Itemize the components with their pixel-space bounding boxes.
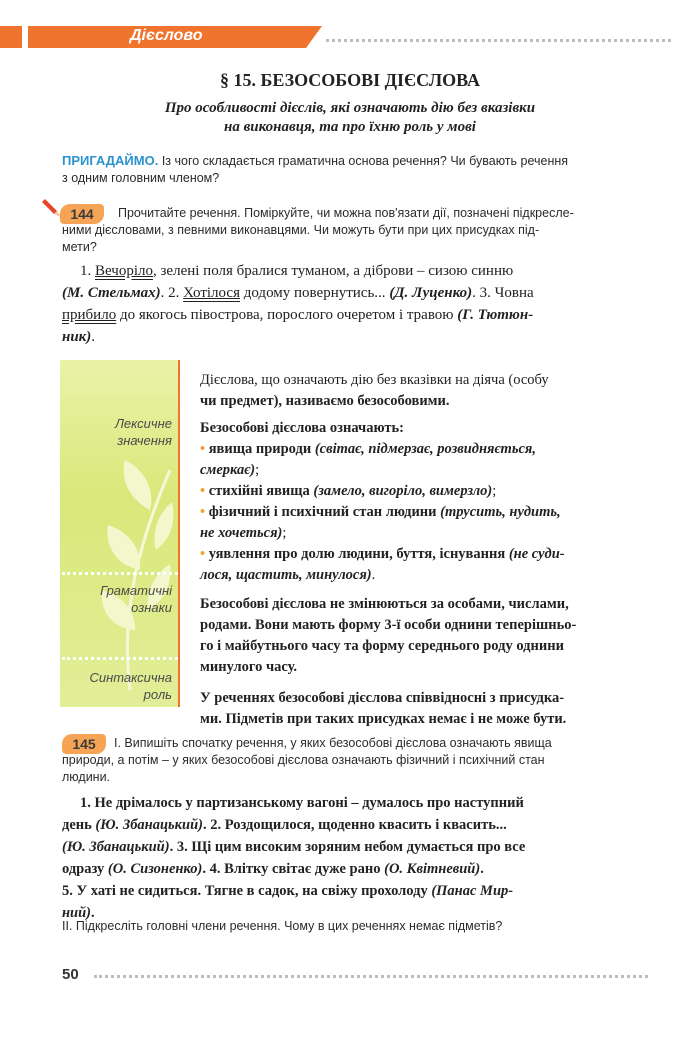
label-grammar-features <box>100 582 178 616</box>
ex145-line-5 <box>62 880 647 902</box>
page-subtitle <box>80 99 620 137</box>
ex145-end: . <box>91 905 95 921</box>
panel-separator-2 <box>62 657 178 660</box>
exercise-145-task <box>62 735 647 786</box>
panel-separator-1 <box>62 572 178 575</box>
ex144-task-line-2: ними дієсловами, з певними виконавцями. Чи можуть бути при цих присудках під- <box>62 223 540 237</box>
syntax-label-1: Синтаксична <box>89 670 172 685</box>
exercise-144-task <box>62 205 647 256</box>
panel-divider <box>178 360 180 707</box>
lexical-bullet-3-cont <box>200 523 646 544</box>
grammar-features-block <box>200 594 646 678</box>
syntax-line-2: ми. Підметів при таких присудках немає і не може бути. <box>200 711 567 727</box>
lexical-meaning-block <box>200 418 646 586</box>
b3-example-1: (трусить, нудить, <box>440 504 561 520</box>
ex144-line-3 <box>62 304 647 326</box>
grammar-line-4: минулого часу. <box>200 659 298 675</box>
grammar-line-3: го і майбутнього часу та форму середнього роду однини <box>200 638 564 654</box>
ex144-verb-2: Хотілося <box>183 285 240 301</box>
ex145-s4-b: . 4. Влітку світає дуже рано <box>202 861 385 877</box>
exercise-144-badge: 144 <box>60 204 104 224</box>
ex145-s3-b: . 3. Щі цим високим зоряним небом думається про все <box>169 839 526 855</box>
lexical-label-2: значення <box>117 433 172 448</box>
label-syntactic-role <box>89 669 178 703</box>
ex145-s2-b: . 2. Роздощилося, щоденно квасить і квасить... <box>202 817 507 833</box>
ex144-text-2c: додому повернутись... <box>239 285 386 301</box>
b3-example-2: не хочеться) <box>200 525 283 541</box>
lexical-label-1: Лексичне <box>115 416 172 431</box>
intro-line-1: Дієслова, що означають дію без вказівки на діяча (особу <box>200 372 549 388</box>
ex144-text-2b: . 2. <box>160 285 180 301</box>
ex144-task-line-1: Прочитайте речення. Поміркуйте, чи можна пов'язати дії, позначені підкресле- <box>118 206 574 220</box>
ex145-task-line-1: І. Випишіть спочатку речення, у яких безособові дієслова означають явища <box>114 736 552 750</box>
grammar-label-1: Граматичні <box>100 583 172 598</box>
lexical-bullet-1 <box>200 439 646 460</box>
b1-end: ; <box>255 462 260 478</box>
lexical-bullet-2 <box>200 481 646 502</box>
ex144-line-1 <box>62 260 647 282</box>
ex145-author-2: (Ю. Збанацький) <box>62 839 170 855</box>
footer-dotted-line <box>94 975 648 978</box>
ex145-line-1: 1. Не дрімалось у партизанському вагоні – думалось про наступний <box>80 795 524 811</box>
lexical-bullet-1-cont <box>200 460 646 481</box>
bullet-icon: • <box>200 441 206 457</box>
ex145-author-5b: ний) <box>62 905 92 921</box>
syntax-line-1: У реченнях безособові дієслова співвідносні з присудка- <box>200 690 565 706</box>
grammar-line-2: родами. Вони мають форму 3-ї особи однини теперішньо- <box>200 617 577 633</box>
subtitle-line-1: Про особливості дієслів, які означають дію без вказівки <box>164 100 536 116</box>
bullet-icon: • <box>200 504 206 520</box>
ex144-rest-1: , зелені поля бралися туманом, а діброви – сизою синню <box>153 263 514 279</box>
b4-text: уявлення про долю людини, буття, існування <box>208 546 506 562</box>
ex144-author-3b: ник) <box>62 329 92 345</box>
ex145-line-2 <box>62 814 647 836</box>
ex145-s4-c: . <box>480 861 484 877</box>
ex145-task-line-3: людини. <box>62 770 111 784</box>
ex144-author-3a: (Г. Тютюн- <box>457 307 534 323</box>
theory-content <box>200 370 646 730</box>
syntax-label-2: роль <box>143 687 172 702</box>
section-header-title: Дієслово <box>130 27 203 44</box>
recall-question-line-1: Із чого складається граматична основа речення? Чи бувають речення <box>161 154 569 168</box>
recall-label: ПРИГАДАЙМО. <box>62 153 159 168</box>
ex145-s2-a: день <box>62 817 96 833</box>
b2-example: (замело, вигоріло, вимерзло) <box>313 483 493 499</box>
b4-example-2: лося, щастить, минулося) <box>200 567 372 583</box>
ex145-author-4: (О. Квітневий) <box>384 861 481 877</box>
b1-text: явища природи <box>208 441 312 457</box>
syntactic-role-block <box>200 688 646 730</box>
label-lexical-meaning <box>115 415 178 449</box>
grammar-label-2: ознаки <box>131 600 172 615</box>
ex144-rest-3: до якогось півострова, порослого очеретом і травою <box>116 307 454 323</box>
ex144-line-4 <box>62 326 647 348</box>
ex145-line-4 <box>62 858 647 880</box>
b4-end: . <box>371 567 376 583</box>
ex144-task-line-3: мети? <box>62 240 97 254</box>
b2-end: ; <box>492 483 497 499</box>
ex144-end: . <box>91 329 96 345</box>
theory-intro <box>200 370 646 412</box>
bullet-icon: • <box>200 546 206 562</box>
ex145-s5-a: 5. У хаті не сидиться. Тягне в садок, на свіжу прохолоду <box>62 883 432 899</box>
lexical-bullet-4-cont <box>200 565 646 586</box>
page-number: 50 <box>62 966 79 983</box>
exercise-145-text <box>62 792 647 924</box>
ex145-s4-a: одразу <box>62 861 108 877</box>
ex145-author-5a: (Панас Мир- <box>431 883 514 899</box>
exercise-145-task-2: ІІ. Підкресліть головні члени речення. Чому в цих реченнях немає підметів? <box>62 919 503 933</box>
ex144-verb-1: Вечоріло <box>95 263 153 279</box>
lexical-lead: Безособові дієслова означають: <box>200 420 404 436</box>
b4-example-1: (не суди- <box>508 546 565 562</box>
b3-text: фізичний і психічний стан людини <box>208 504 437 520</box>
lexical-bullet-3 <box>200 502 646 523</box>
ex145-line-3 <box>62 836 647 858</box>
page-title: § 15. БЕЗОСОБОВІ ДІЄСЛОВА <box>219 70 481 90</box>
header-dotted-line <box>326 39 671 42</box>
ex145-task-line-2: природи, а потім – у яких безособові дієслова означають фізичний і психічний стан <box>62 753 545 767</box>
grammar-line-1: Безособові дієслова не змінюються за особами, числами, <box>200 596 569 612</box>
recall-question-line-2: з одним головним членом? <box>62 171 220 185</box>
ex144-line-2 <box>62 282 647 304</box>
b2-text: стихійні явища <box>208 483 310 499</box>
ex144-text-2d: . 3. Човна <box>472 285 534 301</box>
leaf-ornament-icon <box>60 360 178 707</box>
recall-block <box>62 152 652 187</box>
b3-end: ; <box>282 525 287 541</box>
ex145-author-1: (Ю. Збанацький) <box>95 817 203 833</box>
b1-example-2: смеркає) <box>200 462 256 478</box>
ex144-author-1: (М. Стельмах) <box>62 285 161 301</box>
ex144-num-1: 1. <box>80 263 92 279</box>
subtitle-line-2: на виконавця, та про їхню роль у мові <box>224 119 476 135</box>
exercise-144-text <box>62 260 647 348</box>
lexical-bullet-4 <box>200 544 646 565</box>
exercise-145-badge: 145 <box>62 734 106 754</box>
ex145-author-3: (О. Сизоненко) <box>107 861 203 877</box>
ex144-verb-3: прибило <box>62 307 117 323</box>
intro-line-2: чи предмет), називаємо безособовими. <box>200 393 450 409</box>
b1-example-1: (світає, підмерзає, розвидняється, <box>314 441 536 457</box>
ex144-author-2: (Д. Луценко) <box>389 285 473 301</box>
theory-side-panel <box>60 360 178 707</box>
bullet-icon: • <box>200 483 206 499</box>
